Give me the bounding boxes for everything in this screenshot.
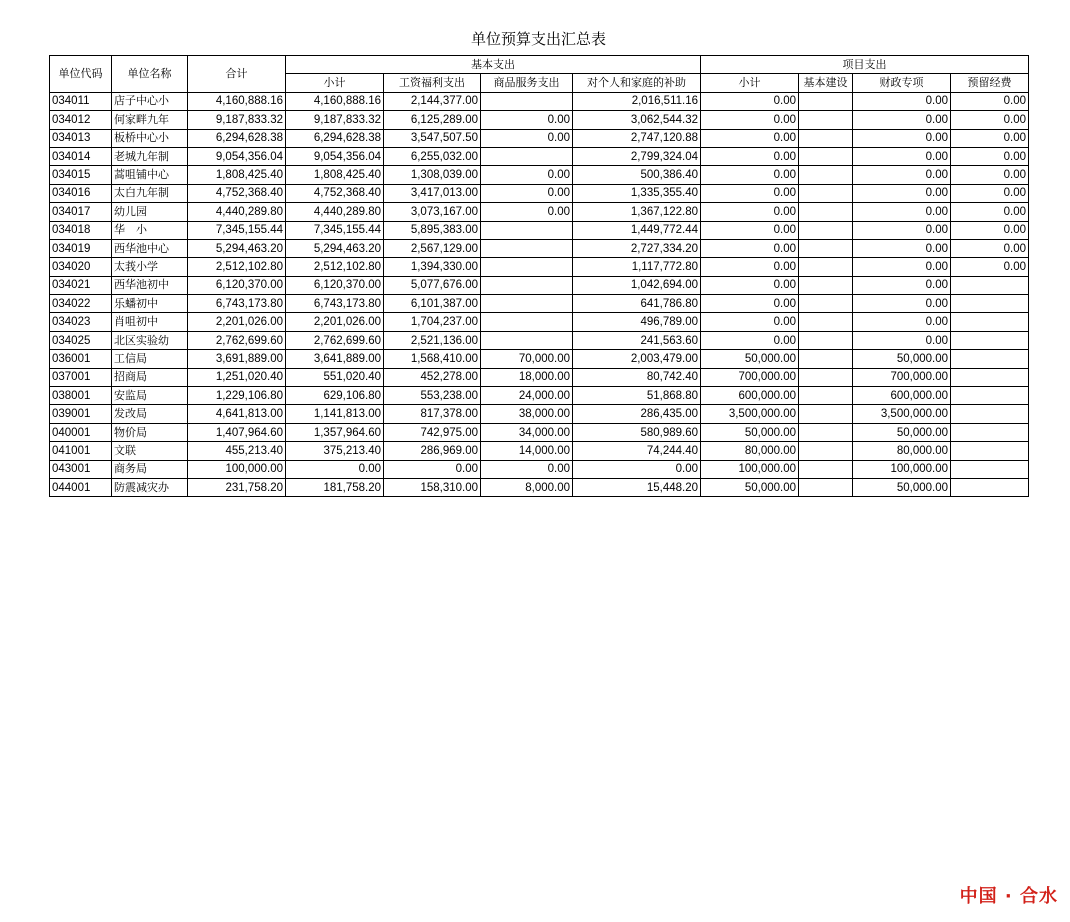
- unit-name-cell: 北区实验幼: [112, 331, 188, 349]
- wages-welfare-cell: 1,704,237.00: [384, 313, 481, 331]
- unit-name-cell: 板桥中心小: [112, 129, 188, 147]
- basic-subtotal-cell: 1,808,425.40: [286, 166, 384, 184]
- total-cell: 4,160,888.16: [188, 92, 286, 110]
- basic-subtotal-cell: 9,054,356.04: [286, 147, 384, 165]
- table-row: [50, 331, 1029, 349]
- reserved-funds-cell: [951, 368, 1029, 386]
- project-subtotal-cell: 0.00: [701, 331, 799, 349]
- unit-name-cell: 蒿咀铺中心: [112, 166, 188, 184]
- reserved-funds-cell: 0.00: [951, 166, 1029, 184]
- fiscal-special-cell: 700,000.00: [853, 368, 951, 386]
- goods-services-cell: 38,000.00: [481, 405, 573, 423]
- unit-code-cell: 034022: [50, 295, 112, 313]
- unit-code-cell: 034023: [50, 313, 112, 331]
- unit-code-cell: 034016: [50, 184, 112, 202]
- unit-code-cell: 043001: [50, 460, 112, 478]
- unit-code-cell: 038001: [50, 387, 112, 405]
- reserved-funds-cell: [951, 313, 1029, 331]
- total-cell: 100,000.00: [188, 460, 286, 478]
- project-subtotal-cell: 0.00: [701, 92, 799, 110]
- project-subtotal-cell: 0.00: [701, 313, 799, 331]
- wages-welfare-cell: 6,125,289.00: [384, 111, 481, 129]
- unit-name-cell: 安监局: [112, 387, 188, 405]
- fiscal-special-cell: 0.00: [853, 147, 951, 165]
- total-cell: 3,691,889.00: [188, 350, 286, 368]
- capital-construction-cell: [799, 258, 853, 276]
- household-subsidy-cell: 241,563.60: [573, 331, 701, 349]
- capital-construction-cell: [799, 221, 853, 239]
- wages-welfare-cell: 3,547,507.50: [384, 129, 481, 147]
- unit-name-cell: 太莪小学: [112, 258, 188, 276]
- reserved-funds-cell: [951, 460, 1029, 478]
- household-subsidy-cell: 3,062,544.32: [573, 111, 701, 129]
- capital-construction-cell: [799, 387, 853, 405]
- fiscal-special-cell: 0.00: [853, 111, 951, 129]
- header-unit-code: 单位代码: [50, 56, 112, 93]
- capital-construction-cell: [799, 92, 853, 110]
- header-goods-services: 商品服务支出: [481, 74, 573, 92]
- goods-services-cell: 0.00: [481, 166, 573, 184]
- fiscal-special-cell: 50,000.00: [853, 350, 951, 368]
- basic-subtotal-cell: 4,440,289.80: [286, 203, 384, 221]
- basic-subtotal-cell: 9,187,833.32: [286, 111, 384, 129]
- household-subsidy-cell: 1,117,772.80: [573, 258, 701, 276]
- reserved-funds-cell: [951, 387, 1029, 405]
- reserved-funds-cell: 0.00: [951, 184, 1029, 202]
- fiscal-special-cell: 0.00: [853, 239, 951, 257]
- unit-name-cell: 物价局: [112, 423, 188, 441]
- goods-services-cell: [481, 276, 573, 294]
- total-cell: 4,752,368.40: [188, 184, 286, 202]
- unit-code-cell: 034025: [50, 331, 112, 349]
- goods-services-cell: 0.00: [481, 129, 573, 147]
- header-household-subsidy: 对个人和家庭的补助: [573, 74, 701, 92]
- table-header: [50, 56, 1029, 93]
- header-reserved-funds: 预留经费: [951, 74, 1029, 92]
- basic-subtotal-cell: 629,106.80: [286, 387, 384, 405]
- project-subtotal-cell: 0.00: [701, 111, 799, 129]
- project-subtotal-cell: 0.00: [701, 221, 799, 239]
- table-row: [50, 258, 1029, 276]
- unit-code-cell: 034011: [50, 92, 112, 110]
- fiscal-special-cell: 50,000.00: [853, 423, 951, 441]
- wages-welfare-cell: 2,521,136.00: [384, 331, 481, 349]
- wages-welfare-cell: 2,567,129.00: [384, 239, 481, 257]
- fiscal-special-cell: 50,000.00: [853, 478, 951, 496]
- fiscal-special-cell: 0.00: [853, 276, 951, 294]
- household-subsidy-cell: 2,747,120.88: [573, 129, 701, 147]
- project-subtotal-cell: 0.00: [701, 166, 799, 184]
- table-row: [50, 239, 1029, 257]
- unit-code-cell: 034020: [50, 258, 112, 276]
- fiscal-special-cell: 0.00: [853, 221, 951, 239]
- table-row: [50, 92, 1029, 110]
- goods-services-cell: [481, 295, 573, 313]
- project-subtotal-cell: 50,000.00: [701, 350, 799, 368]
- unit-code-cell: 034013: [50, 129, 112, 147]
- watermark-logo: 中国 · 合水: [959, 886, 1058, 907]
- basic-subtotal-cell: 3,641,889.00: [286, 350, 384, 368]
- unit-code-cell: 036001: [50, 350, 112, 368]
- basic-subtotal-cell: 1,357,964.60: [286, 423, 384, 441]
- capital-construction-cell: [799, 442, 853, 460]
- fiscal-special-cell: 0.00: [853, 313, 951, 331]
- table-row: [50, 442, 1029, 460]
- wages-welfare-cell: 158,310.00: [384, 478, 481, 496]
- capital-construction-cell: [799, 460, 853, 478]
- wages-welfare-cell: 2,144,377.00: [384, 92, 481, 110]
- table-row: [50, 478, 1029, 496]
- project-subtotal-cell: 0.00: [701, 239, 799, 257]
- total-cell: 2,512,102.80: [188, 258, 286, 276]
- total-cell: 455,213.40: [188, 442, 286, 460]
- goods-services-cell: 0.00: [481, 203, 573, 221]
- reserved-funds-cell: 0.00: [951, 258, 1029, 276]
- unit-name-cell: 西华池中心: [112, 239, 188, 257]
- goods-services-cell: 34,000.00: [481, 423, 573, 441]
- capital-construction-cell: [799, 184, 853, 202]
- goods-services-cell: [481, 331, 573, 349]
- fiscal-special-cell: 100,000.00: [853, 460, 951, 478]
- project-subtotal-cell: 0.00: [701, 258, 799, 276]
- table-row: [50, 405, 1029, 423]
- wages-welfare-cell: 286,969.00: [384, 442, 481, 460]
- wages-welfare-cell: 1,568,410.00: [384, 350, 481, 368]
- header-wages-welfare: 工资福利支出: [384, 74, 481, 92]
- household-subsidy-cell: 1,335,355.40: [573, 184, 701, 202]
- basic-subtotal-cell: 5,294,463.20: [286, 239, 384, 257]
- table-row: [50, 295, 1029, 313]
- basic-subtotal-cell: 2,201,026.00: [286, 313, 384, 331]
- unit-name-cell: 文联: [112, 442, 188, 460]
- project-subtotal-cell: 700,000.00: [701, 368, 799, 386]
- household-subsidy-cell: 2,799,324.04: [573, 147, 701, 165]
- unit-code-cell: 034015: [50, 166, 112, 184]
- capital-construction-cell: [799, 478, 853, 496]
- unit-code-cell: 034017: [50, 203, 112, 221]
- capital-construction-cell: [799, 166, 853, 184]
- total-cell: 4,641,813.00: [188, 405, 286, 423]
- table-row: [50, 111, 1029, 129]
- basic-subtotal-cell: 0.00: [286, 460, 384, 478]
- unit-name-cell: 工信局: [112, 350, 188, 368]
- total-cell: 7,345,155.44: [188, 221, 286, 239]
- table-row: [50, 423, 1029, 441]
- table-row: [50, 221, 1029, 239]
- goods-services-cell: [481, 239, 573, 257]
- fiscal-special-cell: 0.00: [853, 331, 951, 349]
- basic-subtotal-cell: 375,213.40: [286, 442, 384, 460]
- fiscal-special-cell: 0.00: [853, 92, 951, 110]
- unit-name-cell: 老城九年制: [112, 147, 188, 165]
- total-cell: 1,251,020.40: [188, 368, 286, 386]
- unit-code-cell: 040001: [50, 423, 112, 441]
- capital-construction-cell: [799, 350, 853, 368]
- basic-subtotal-cell: 551,020.40: [286, 368, 384, 386]
- goods-services-cell: [481, 313, 573, 331]
- project-subtotal-cell: 50,000.00: [701, 478, 799, 496]
- goods-services-cell: 18,000.00: [481, 368, 573, 386]
- goods-services-cell: [481, 221, 573, 239]
- household-subsidy-cell: 2,016,511.16: [573, 92, 701, 110]
- unit-name-cell: 店子中心小: [112, 92, 188, 110]
- unit-code-cell: 039001: [50, 405, 112, 423]
- reserved-funds-cell: 0.00: [951, 111, 1029, 129]
- household-subsidy-cell: 2,727,334.20: [573, 239, 701, 257]
- fiscal-special-cell: 0.00: [853, 184, 951, 202]
- wages-welfare-cell: 1,308,039.00: [384, 166, 481, 184]
- reserved-funds-cell: [951, 331, 1029, 349]
- total-cell: 2,201,026.00: [188, 313, 286, 331]
- total-cell: 2,762,699.60: [188, 331, 286, 349]
- unit-name-cell: 肖咀初中: [112, 313, 188, 331]
- header-project-expenditure: 项目支出: [701, 56, 1029, 74]
- household-subsidy-cell: 1,449,772.44: [573, 221, 701, 239]
- basic-subtotal-cell: 1,141,813.00: [286, 405, 384, 423]
- reserved-funds-cell: 0.00: [951, 203, 1029, 221]
- unit-code-cell: 034019: [50, 239, 112, 257]
- project-subtotal-cell: 3,500,000.00: [701, 405, 799, 423]
- fiscal-special-cell: 0.00: [853, 295, 951, 313]
- basic-subtotal-cell: 7,345,155.44: [286, 221, 384, 239]
- basic-subtotal-cell: 181,758.20: [286, 478, 384, 496]
- wages-welfare-cell: 742,975.00: [384, 423, 481, 441]
- project-subtotal-cell: 0.00: [701, 184, 799, 202]
- reserved-funds-cell: [951, 350, 1029, 368]
- goods-services-cell: [481, 92, 573, 110]
- unit-name-cell: 西华池初中: [112, 276, 188, 294]
- reserved-funds-cell: 0.00: [951, 92, 1029, 110]
- unit-name-cell: 发改局: [112, 405, 188, 423]
- table-row: [50, 387, 1029, 405]
- capital-construction-cell: [799, 147, 853, 165]
- household-subsidy-cell: 641,786.80: [573, 295, 701, 313]
- household-subsidy-cell: 15,448.20: [573, 478, 701, 496]
- table-row: [50, 368, 1029, 386]
- reserved-funds-cell: 0.00: [951, 147, 1029, 165]
- total-cell: 6,120,370.00: [188, 276, 286, 294]
- wages-welfare-cell: 0.00: [384, 460, 481, 478]
- project-subtotal-cell: 0.00: [701, 129, 799, 147]
- total-cell: 5,294,463.20: [188, 239, 286, 257]
- fiscal-special-cell: 0.00: [853, 258, 951, 276]
- unit-code-cell: 037001: [50, 368, 112, 386]
- project-subtotal-cell: 0.00: [701, 295, 799, 313]
- fiscal-special-cell: 3,500,000.00: [853, 405, 951, 423]
- wages-welfare-cell: 817,378.00: [384, 405, 481, 423]
- basic-subtotal-cell: 6,120,370.00: [286, 276, 384, 294]
- total-cell: 6,743,173.80: [188, 295, 286, 313]
- total-cell: 9,054,356.04: [188, 147, 286, 165]
- total-cell: 9,187,833.32: [188, 111, 286, 129]
- wages-welfare-cell: 6,101,387.00: [384, 295, 481, 313]
- project-subtotal-cell: 50,000.00: [701, 423, 799, 441]
- goods-services-cell: [481, 147, 573, 165]
- project-subtotal-cell: 600,000.00: [701, 387, 799, 405]
- unit-code-cell: 034018: [50, 221, 112, 239]
- basic-subtotal-cell: 6,743,173.80: [286, 295, 384, 313]
- wages-welfare-cell: 5,895,383.00: [384, 221, 481, 239]
- page-title: 单位预算支出汇总表: [470, 30, 606, 48]
- unit-name-cell: 防震减灾办: [112, 478, 188, 496]
- capital-construction-cell: [799, 203, 853, 221]
- wages-welfare-cell: 3,073,167.00: [384, 203, 481, 221]
- wages-welfare-cell: 5,077,676.00: [384, 276, 481, 294]
- unit-name-cell: 华 小: [112, 221, 188, 239]
- goods-services-cell: 0.00: [481, 184, 573, 202]
- table-row: [50, 147, 1029, 165]
- project-subtotal-cell: 100,000.00: [701, 460, 799, 478]
- table-row: [50, 129, 1029, 147]
- goods-services-cell: 24,000.00: [481, 387, 573, 405]
- goods-services-cell: 8,000.00: [481, 478, 573, 496]
- reserved-funds-cell: [951, 478, 1029, 496]
- table-row: [50, 313, 1029, 331]
- unit-code-cell: 034012: [50, 111, 112, 129]
- unit-name-cell: 商务局: [112, 460, 188, 478]
- header-total: 合计: [188, 56, 286, 93]
- basic-subtotal-cell: 2,762,699.60: [286, 331, 384, 349]
- household-subsidy-cell: 0.00: [573, 460, 701, 478]
- basic-subtotal-cell: 6,294,628.38: [286, 129, 384, 147]
- table-row: [50, 166, 1029, 184]
- header-unit-name: 单位名称: [112, 56, 188, 93]
- table-row: [50, 184, 1029, 202]
- capital-construction-cell: [799, 313, 853, 331]
- basic-subtotal-cell: 4,160,888.16: [286, 92, 384, 110]
- basic-subtotal-cell: 4,752,368.40: [286, 184, 384, 202]
- reserved-funds-cell: [951, 405, 1029, 423]
- household-subsidy-cell: 80,742.40: [573, 368, 701, 386]
- household-subsidy-cell: 500,386.40: [573, 166, 701, 184]
- table-row: [50, 203, 1029, 221]
- capital-construction-cell: [799, 368, 853, 386]
- reserved-funds-cell: [951, 276, 1029, 294]
- fiscal-special-cell: 0.00: [853, 203, 951, 221]
- capital-construction-cell: [799, 295, 853, 313]
- household-subsidy-cell: 1,042,694.00: [573, 276, 701, 294]
- household-subsidy-cell: 51,868.80: [573, 387, 701, 405]
- budget-summary-table: [49, 55, 1029, 497]
- total-cell: 231,758.20: [188, 478, 286, 496]
- unit-name-cell: 幼儿园: [112, 203, 188, 221]
- wages-welfare-cell: 1,394,330.00: [384, 258, 481, 276]
- header-capital-construction: 基本建设: [799, 74, 853, 92]
- wages-welfare-cell: 6,255,032.00: [384, 147, 481, 165]
- table-row: [50, 460, 1029, 478]
- goods-services-cell: 14,000.00: [481, 442, 573, 460]
- capital-construction-cell: [799, 331, 853, 349]
- household-subsidy-cell: 580,989.60: [573, 423, 701, 441]
- project-subtotal-cell: 0.00: [701, 147, 799, 165]
- fiscal-special-cell: 0.00: [853, 129, 951, 147]
- capital-construction-cell: [799, 423, 853, 441]
- table-row: [50, 276, 1029, 294]
- goods-services-cell: 70,000.00: [481, 350, 573, 368]
- wages-welfare-cell: 553,238.00: [384, 387, 481, 405]
- household-subsidy-cell: 2,003,479.00: [573, 350, 701, 368]
- household-subsidy-cell: 74,244.40: [573, 442, 701, 460]
- reserved-funds-cell: [951, 295, 1029, 313]
- reserved-funds-cell: 0.00: [951, 239, 1029, 257]
- capital-construction-cell: [799, 405, 853, 423]
- unit-code-cell: 034014: [50, 147, 112, 165]
- unit-name-cell: 太白九年制: [112, 184, 188, 202]
- household-subsidy-cell: 496,789.00: [573, 313, 701, 331]
- table-body: [50, 92, 1029, 497]
- project-subtotal-cell: 80,000.00: [701, 442, 799, 460]
- capital-construction-cell: [799, 111, 853, 129]
- unit-code-cell: 034021: [50, 276, 112, 294]
- total-cell: 1,407,964.60: [188, 423, 286, 441]
- reserved-funds-cell: 0.00: [951, 129, 1029, 147]
- total-cell: 1,229,106.80: [188, 387, 286, 405]
- reserved-funds-cell: [951, 442, 1029, 460]
- capital-construction-cell: [799, 276, 853, 294]
- goods-services-cell: [481, 258, 573, 276]
- header-basic-expenditure: 基本支出: [286, 56, 701, 74]
- wages-welfare-cell: 3,417,013.00: [384, 184, 481, 202]
- basic-subtotal-cell: 2,512,102.80: [286, 258, 384, 276]
- unit-code-cell: 041001: [50, 442, 112, 460]
- fiscal-special-cell: 80,000.00: [853, 442, 951, 460]
- header-project-subtotal: 小计: [701, 74, 799, 92]
- capital-construction-cell: [799, 239, 853, 257]
- total-cell: 1,808,425.40: [188, 166, 286, 184]
- wages-welfare-cell: 452,278.00: [384, 368, 481, 386]
- goods-services-cell: 0.00: [481, 460, 573, 478]
- household-subsidy-cell: 1,367,122.80: [573, 203, 701, 221]
- table-row: [50, 350, 1029, 368]
- header-fiscal-special: 财政专项: [853, 74, 951, 92]
- header-basic-subtotal: 小计: [286, 74, 384, 92]
- capital-construction-cell: [799, 129, 853, 147]
- project-subtotal-cell: 0.00: [701, 203, 799, 221]
- unit-name-cell: 招商局: [112, 368, 188, 386]
- total-cell: 4,440,289.80: [188, 203, 286, 221]
- total-cell: 6,294,628.38: [188, 129, 286, 147]
- fiscal-special-cell: 600,000.00: [853, 387, 951, 405]
- goods-services-cell: 0.00: [481, 111, 573, 129]
- household-subsidy-cell: 286,435.00: [573, 405, 701, 423]
- reserved-funds-cell: [951, 423, 1029, 441]
- unit-name-cell: 乐蟠初中: [112, 295, 188, 313]
- fiscal-special-cell: 0.00: [853, 166, 951, 184]
- unit-name-cell: 何家畔九年: [112, 111, 188, 129]
- unit-code-cell: 044001: [50, 478, 112, 496]
- reserved-funds-cell: 0.00: [951, 221, 1029, 239]
- project-subtotal-cell: 0.00: [701, 276, 799, 294]
